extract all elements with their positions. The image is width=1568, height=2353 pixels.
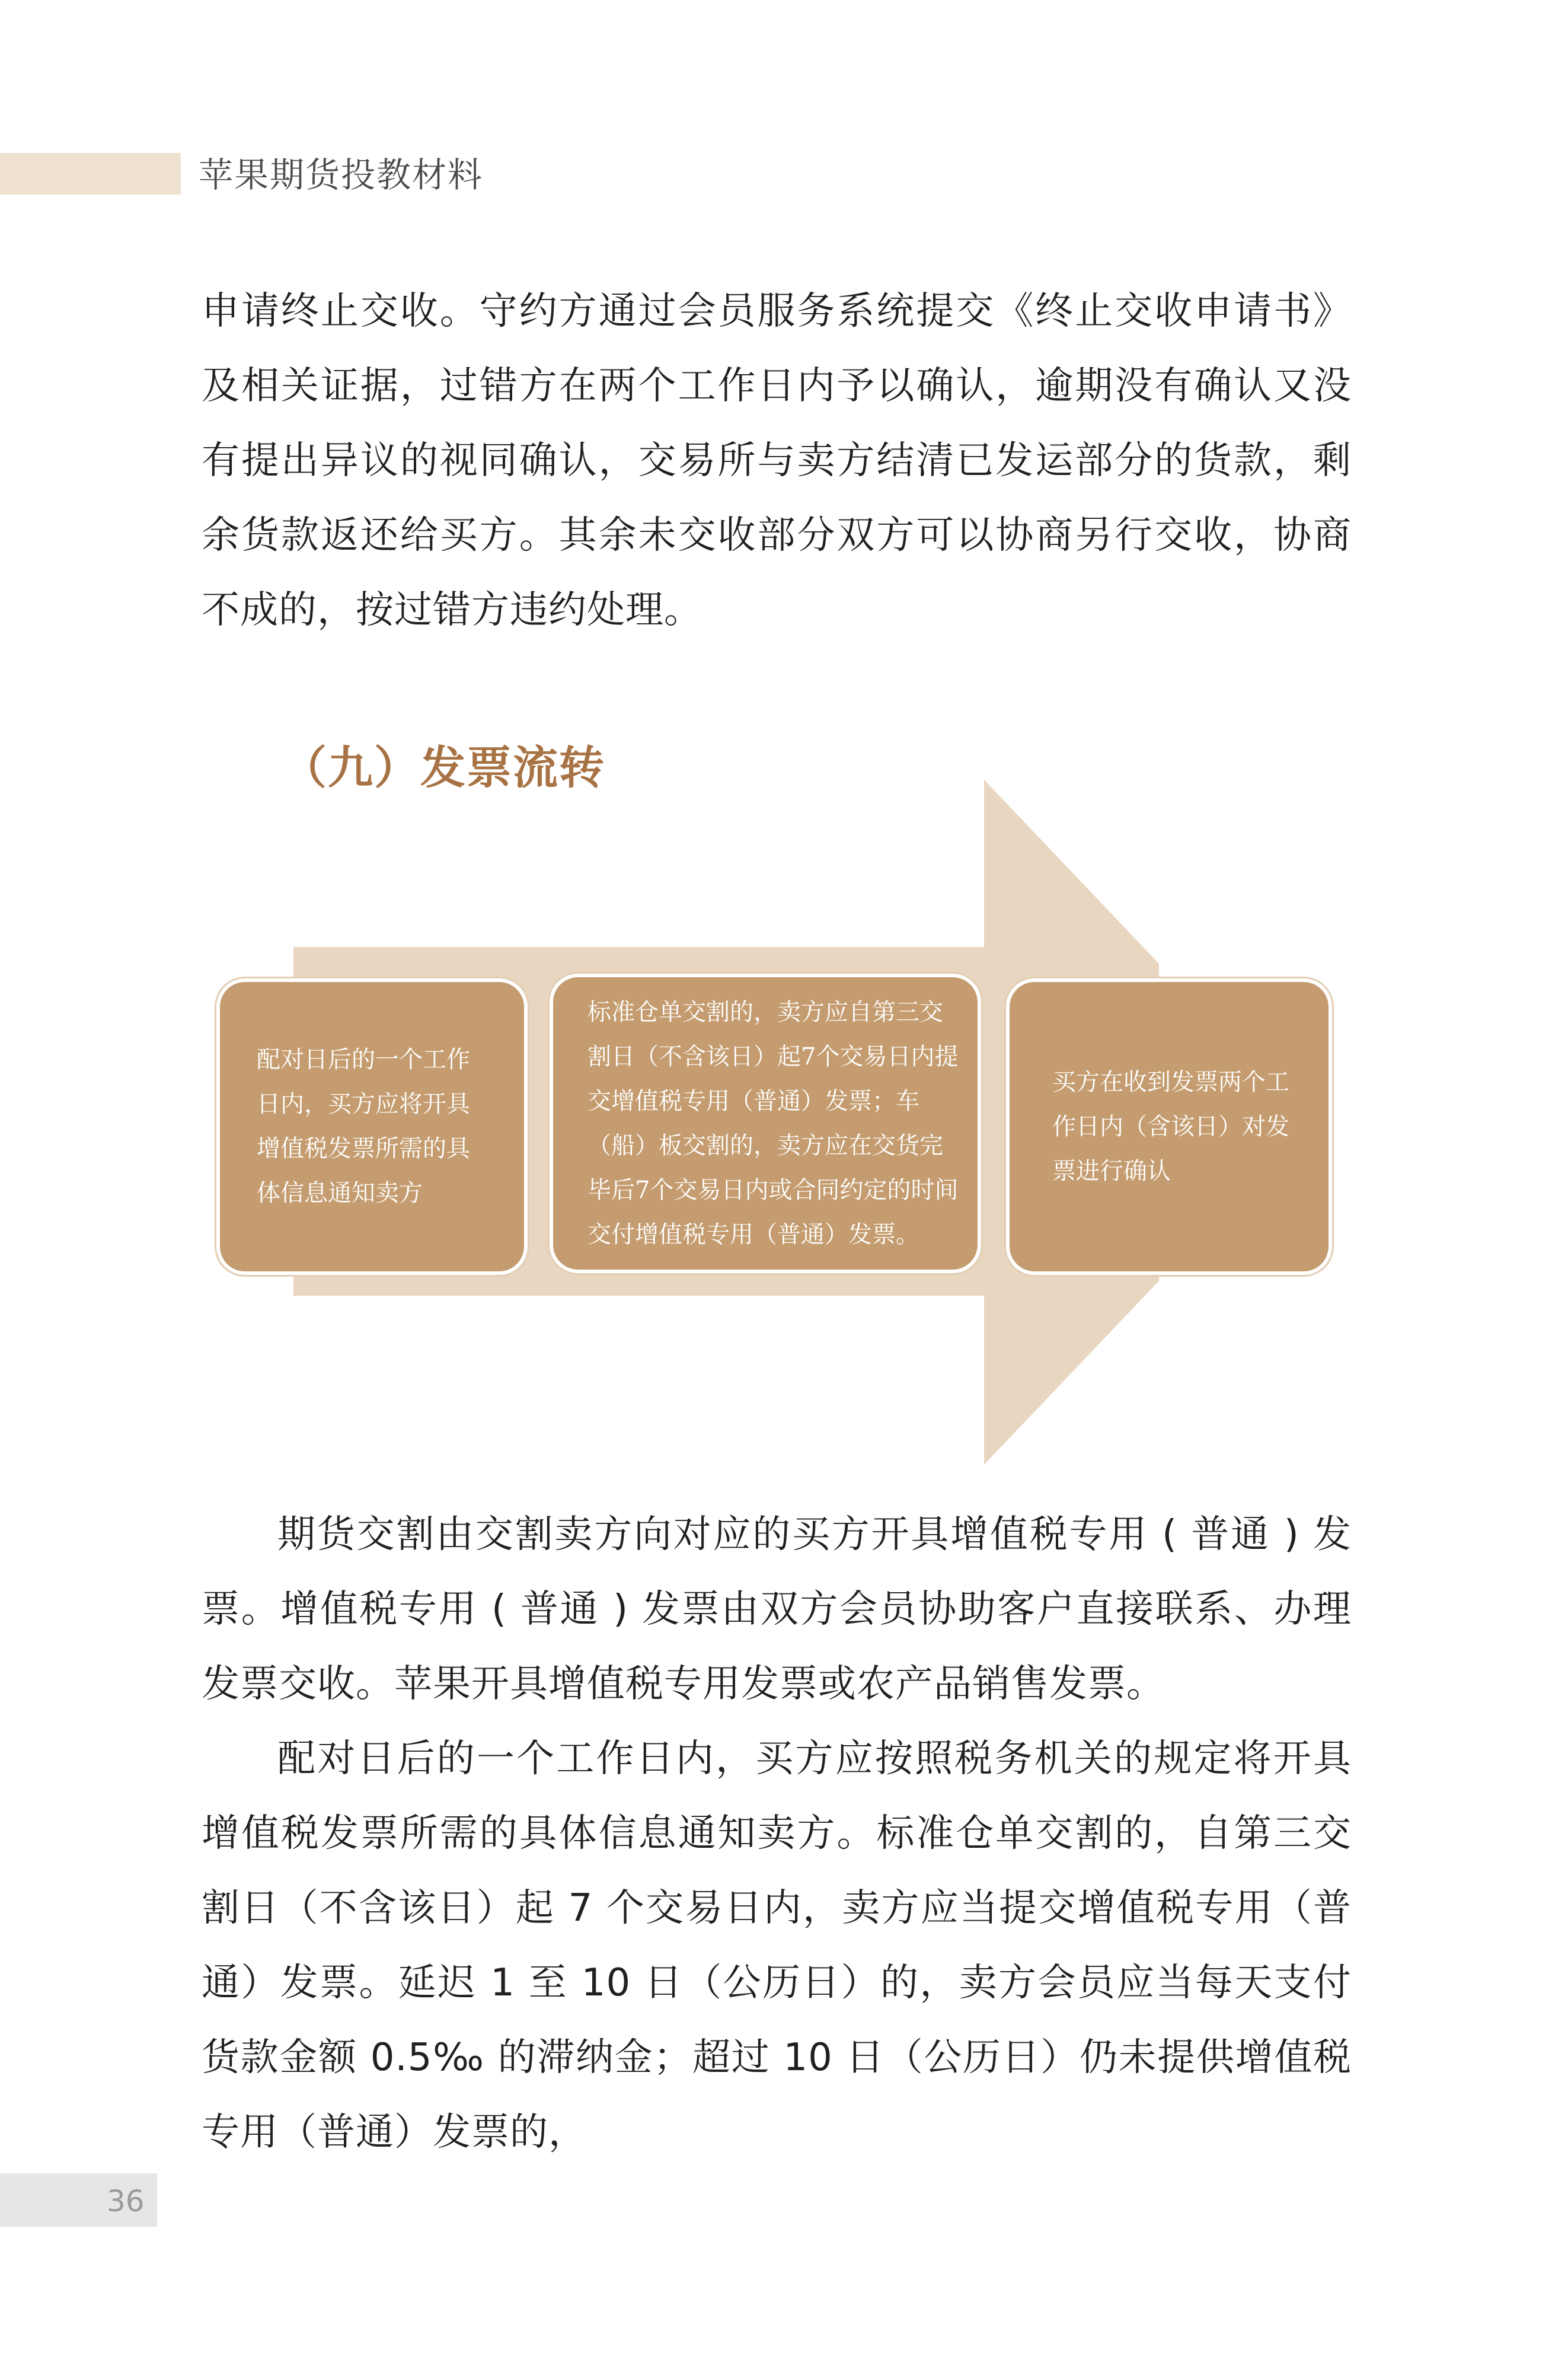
body-text: [202, 1497, 1352, 2170]
flow-step-2: [550, 974, 981, 1273]
page-number: 36: [107, 2184, 145, 2218]
intro-paragraph: 申请终止交收。守约方通过会员服务系统提交《终止交收申请书》及相关证据，过错方在两个工作日内予以确认，逾期没有确认又没有提出异议的视同确认，交易所与卖方结清已发运部分的货款，剩余货款返还给买方。其余未交收部分双方可以协商另行交收，协商不成的，按过错方违约处理。: [202, 289, 1352, 632]
body-paragraph-1: 期货交割由交割卖方向对应的买方开具增值税专用 ( 普通 ) 发票。增值税专用 ( 普通 ) 发票由双方会员协助客户直接联系、办理发票交收。苹果开具增值税专用发票或农产品销售发票。: [202, 1513, 1352, 1706]
header-title: 苹果期货投教材料: [199, 155, 484, 195]
flow-step-1-text: 配对日后的一个工作日内，买方应将开具增值税发票所需的具体信息通知卖方: [257, 1046, 470, 1207]
flow-step-1: [216, 978, 528, 1275]
flow-step-3-text: 买方在收到发票两个工作日内（含该日）对发票进行确认: [1052, 1068, 1289, 1185]
flow-step-3: [1006, 978, 1332, 1275]
section-title: （九）发票流转: [282, 741, 605, 794]
body-paragraph-2: 配对日后的一个工作日内，买方应按照税务机关的规定将开具增值税发票所需的具体信息通知卖方。标准仓单交割的，自第三交割日（不含该日）起 7 个交易日内，卖方应当提交增值税专用（普通）发票。延迟 1 至 10 日（公历日）的，卖方会员应当每天支付货款金额 0.5‰ 的滞纳金；超过 10 日（公历日）仍未提供增值税专用（普通）发票的，: [202, 1737, 1352, 2154]
flow-step-2-text: 标准仓单交割的，卖方应自第三交割日（不含该日）起7个交易日内提交增值税专用（普通）发票；车（船）板交割的，卖方应在交货完毕后7个交易日内或合同约定的时间交付增值税专用（普通）发票。: [587, 998, 959, 1248]
